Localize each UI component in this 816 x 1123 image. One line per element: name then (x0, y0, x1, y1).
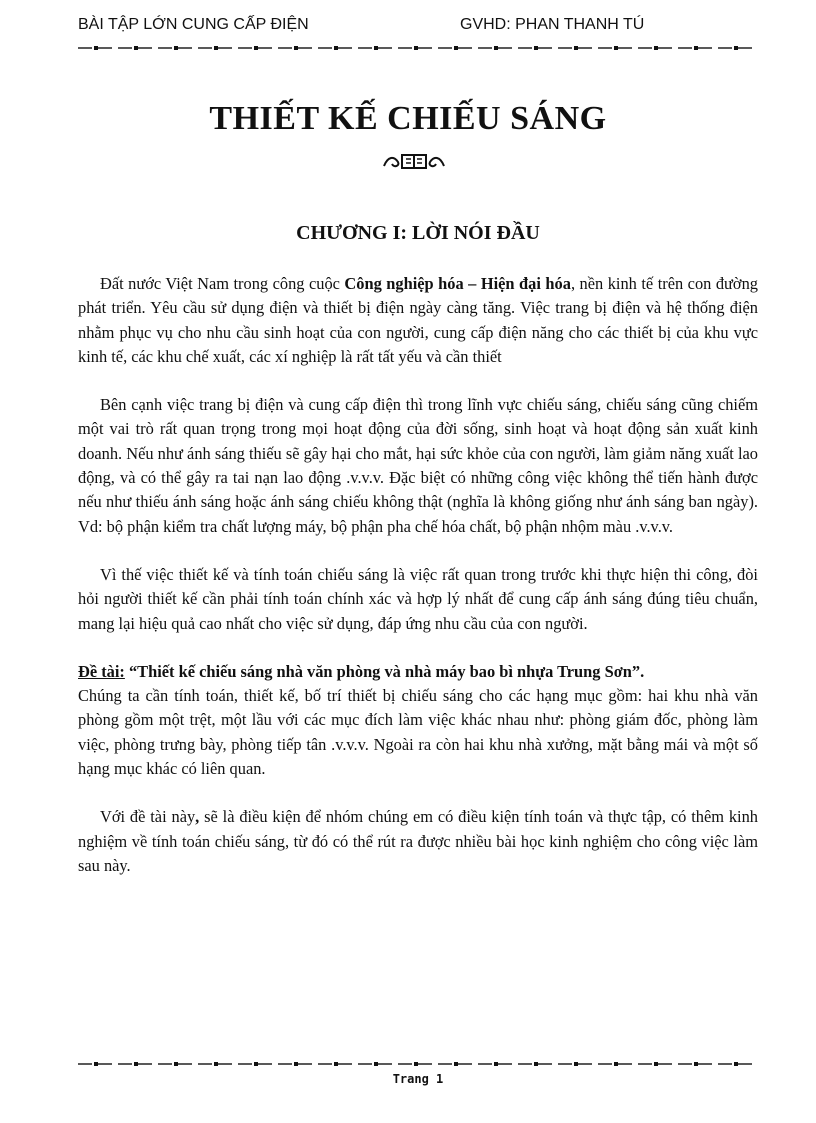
rule-dot (334, 46, 338, 50)
rule-dot (454, 46, 458, 50)
rule-dot (654, 1062, 658, 1066)
rule-dot (334, 1062, 338, 1066)
topic-label: Đề tài: (78, 661, 125, 681)
paragraph-conclusion-after: sẽ là điều kiện để nhóm chúng em có điều kiện tính toán và thực tập, có thêm kinh nghiệm về tính toán chiếu sáng, từ đó có thể rút ra được nhiều bài học kinh nghiệm cho công việc làm sau này. (78, 807, 758, 875)
rule-dot (454, 1062, 458, 1066)
rule-dot (254, 1062, 258, 1066)
paragraph-conclusion (78, 805, 758, 878)
rule-dot (214, 1062, 218, 1066)
rule-dot (254, 46, 258, 50)
rule-dot (94, 1062, 98, 1066)
footer-divider-line (78, 1058, 758, 1070)
rule-dot (94, 46, 98, 50)
rule-dot (614, 46, 618, 50)
paragraph-intro-after: , nền kinh tế trên con đường phát triển. Yêu cầu sử dụng điện và thiết bị điện ngày càng tăng. Việc trang bị điện và hệ thống điện nhằm phục vụ cho nhu cầu sinh hoạt của con người, cung cấp điện năng cho các thiết bị của khu vực kinh tế, các khu chế xuất, các xí nghiệp là rất tất yếu và cần thiết (78, 274, 758, 366)
paragraph-intro-before: Đất nước Việt Nam trong công cuộc (100, 274, 345, 293)
rule-dot (174, 1062, 178, 1066)
document-title: THIẾT KẾ CHIẾU SÁNG (209, 100, 607, 137)
header-divider-line (78, 42, 758, 54)
header-course-title: BÀI TẬP LỚN CUNG CẤP ĐIỆN (78, 16, 309, 33)
rule-dot (414, 46, 418, 50)
paragraph-conclusion-comma: , (195, 807, 200, 827)
rule-dot (694, 46, 698, 50)
rule-dot (734, 46, 738, 50)
paragraph-conclusion-before: Với đề tài này (100, 807, 196, 827)
rule-dot (134, 1062, 138, 1066)
rule-dot (494, 46, 498, 50)
rule-dot (534, 46, 538, 50)
scroll-book-ornament-icon (380, 150, 448, 172)
rule-dot (374, 1062, 378, 1066)
rule-dot (574, 46, 578, 50)
rule-dot (294, 46, 298, 50)
paragraph-lighting-role: Bên cạnh việc trang bị điện và cung cấp điện thì trong lĩnh vực chiếu sáng, chiếu sáng cũng chiếm một vai trò rất quan trọng trong mọi hoạt động của đời sống, sinh hoạt và hoạt động sản xuất kinh doanh. Nếu như ánh sáng thiếu sẽ gây hại cho mắt, hại sức khỏe của con người, làm giảm năng xuất lao động, và có thể gây ra tai nạn lao động .v.v.v. Đặc biệt có những công việc không thể tiến hành được nếu như thiếu ánh sáng hoặc ánh sáng chiếu không thật (nghĩa là không giống như ánh sáng ban ngày). Vd: bộ phận kiểm tra chất lượng máy, bộ phận pha chế hóa chất, bộ phận nhộm màu .v.v.v. (78, 395, 758, 536)
rule-dot (294, 1062, 298, 1066)
chapter-heading: CHƯƠNG I: LỜI NÓI ĐẦU (296, 222, 540, 244)
rule-dot (414, 1062, 418, 1066)
page-header (78, 16, 758, 40)
rule-dot (614, 1062, 618, 1066)
rule-dot (574, 1062, 578, 1066)
rule-dot (694, 1062, 698, 1066)
footer-divider (78, 1058, 758, 1070)
rule-dot (134, 46, 138, 50)
rule-dot (534, 1062, 538, 1066)
paragraph-intro-bold: Công nghiệp hóa – Hiện đại hóa (344, 274, 571, 293)
rule-dot (214, 46, 218, 50)
document-body (78, 272, 758, 902)
rule-dot (374, 46, 378, 50)
page-number: Trang 1 (392, 1072, 444, 1086)
topic-description: Chúng ta cần tính toán, thiết kế, bố trí thiết bị chiếu sáng cho các hạng mục gồm: hai khu nhà văn phòng gồm một trệt, một lầu với các mục đích làm việc khác nhau như: phòng giám đốc, phòng làm việc, phòng trưng bày, phòng tiếp tân .v.v.v. Ngoài ra còn hai khu nhà xưởng, mặt bằng mái và một số hạng mục khác có liên quan. (78, 686, 758, 779)
paragraph-intro (78, 272, 758, 369)
header-instructor: GVHD: PHAN THANH TÚ (460, 16, 645, 33)
header-divider (78, 42, 758, 54)
rule-dot (494, 1062, 498, 1066)
rule-dot (174, 46, 178, 50)
topic-title: “Thiết kế chiếu sáng nhà văn phòng và nhà máy bao bì nhựa Trung Sơn”. (128, 661, 645, 681)
paragraph-design-importance: Vì thế việc thiết kế và tính toán chiếu sáng là việc rất quan trong trước khi thực hiện thi công, đòi hỏi người thiết kế cần phải tính toán chính xác và hợp lý nhất để cung cấp ánh sáng đúng tiêu chuẩn, mang lại hiệu quả cao nhất cho việc sử dụng, đáp ứng nhu cầu của con người. (78, 564, 758, 633)
rule-dot (654, 46, 658, 50)
rule-dot (734, 1062, 738, 1066)
paragraph-topic (78, 660, 758, 781)
